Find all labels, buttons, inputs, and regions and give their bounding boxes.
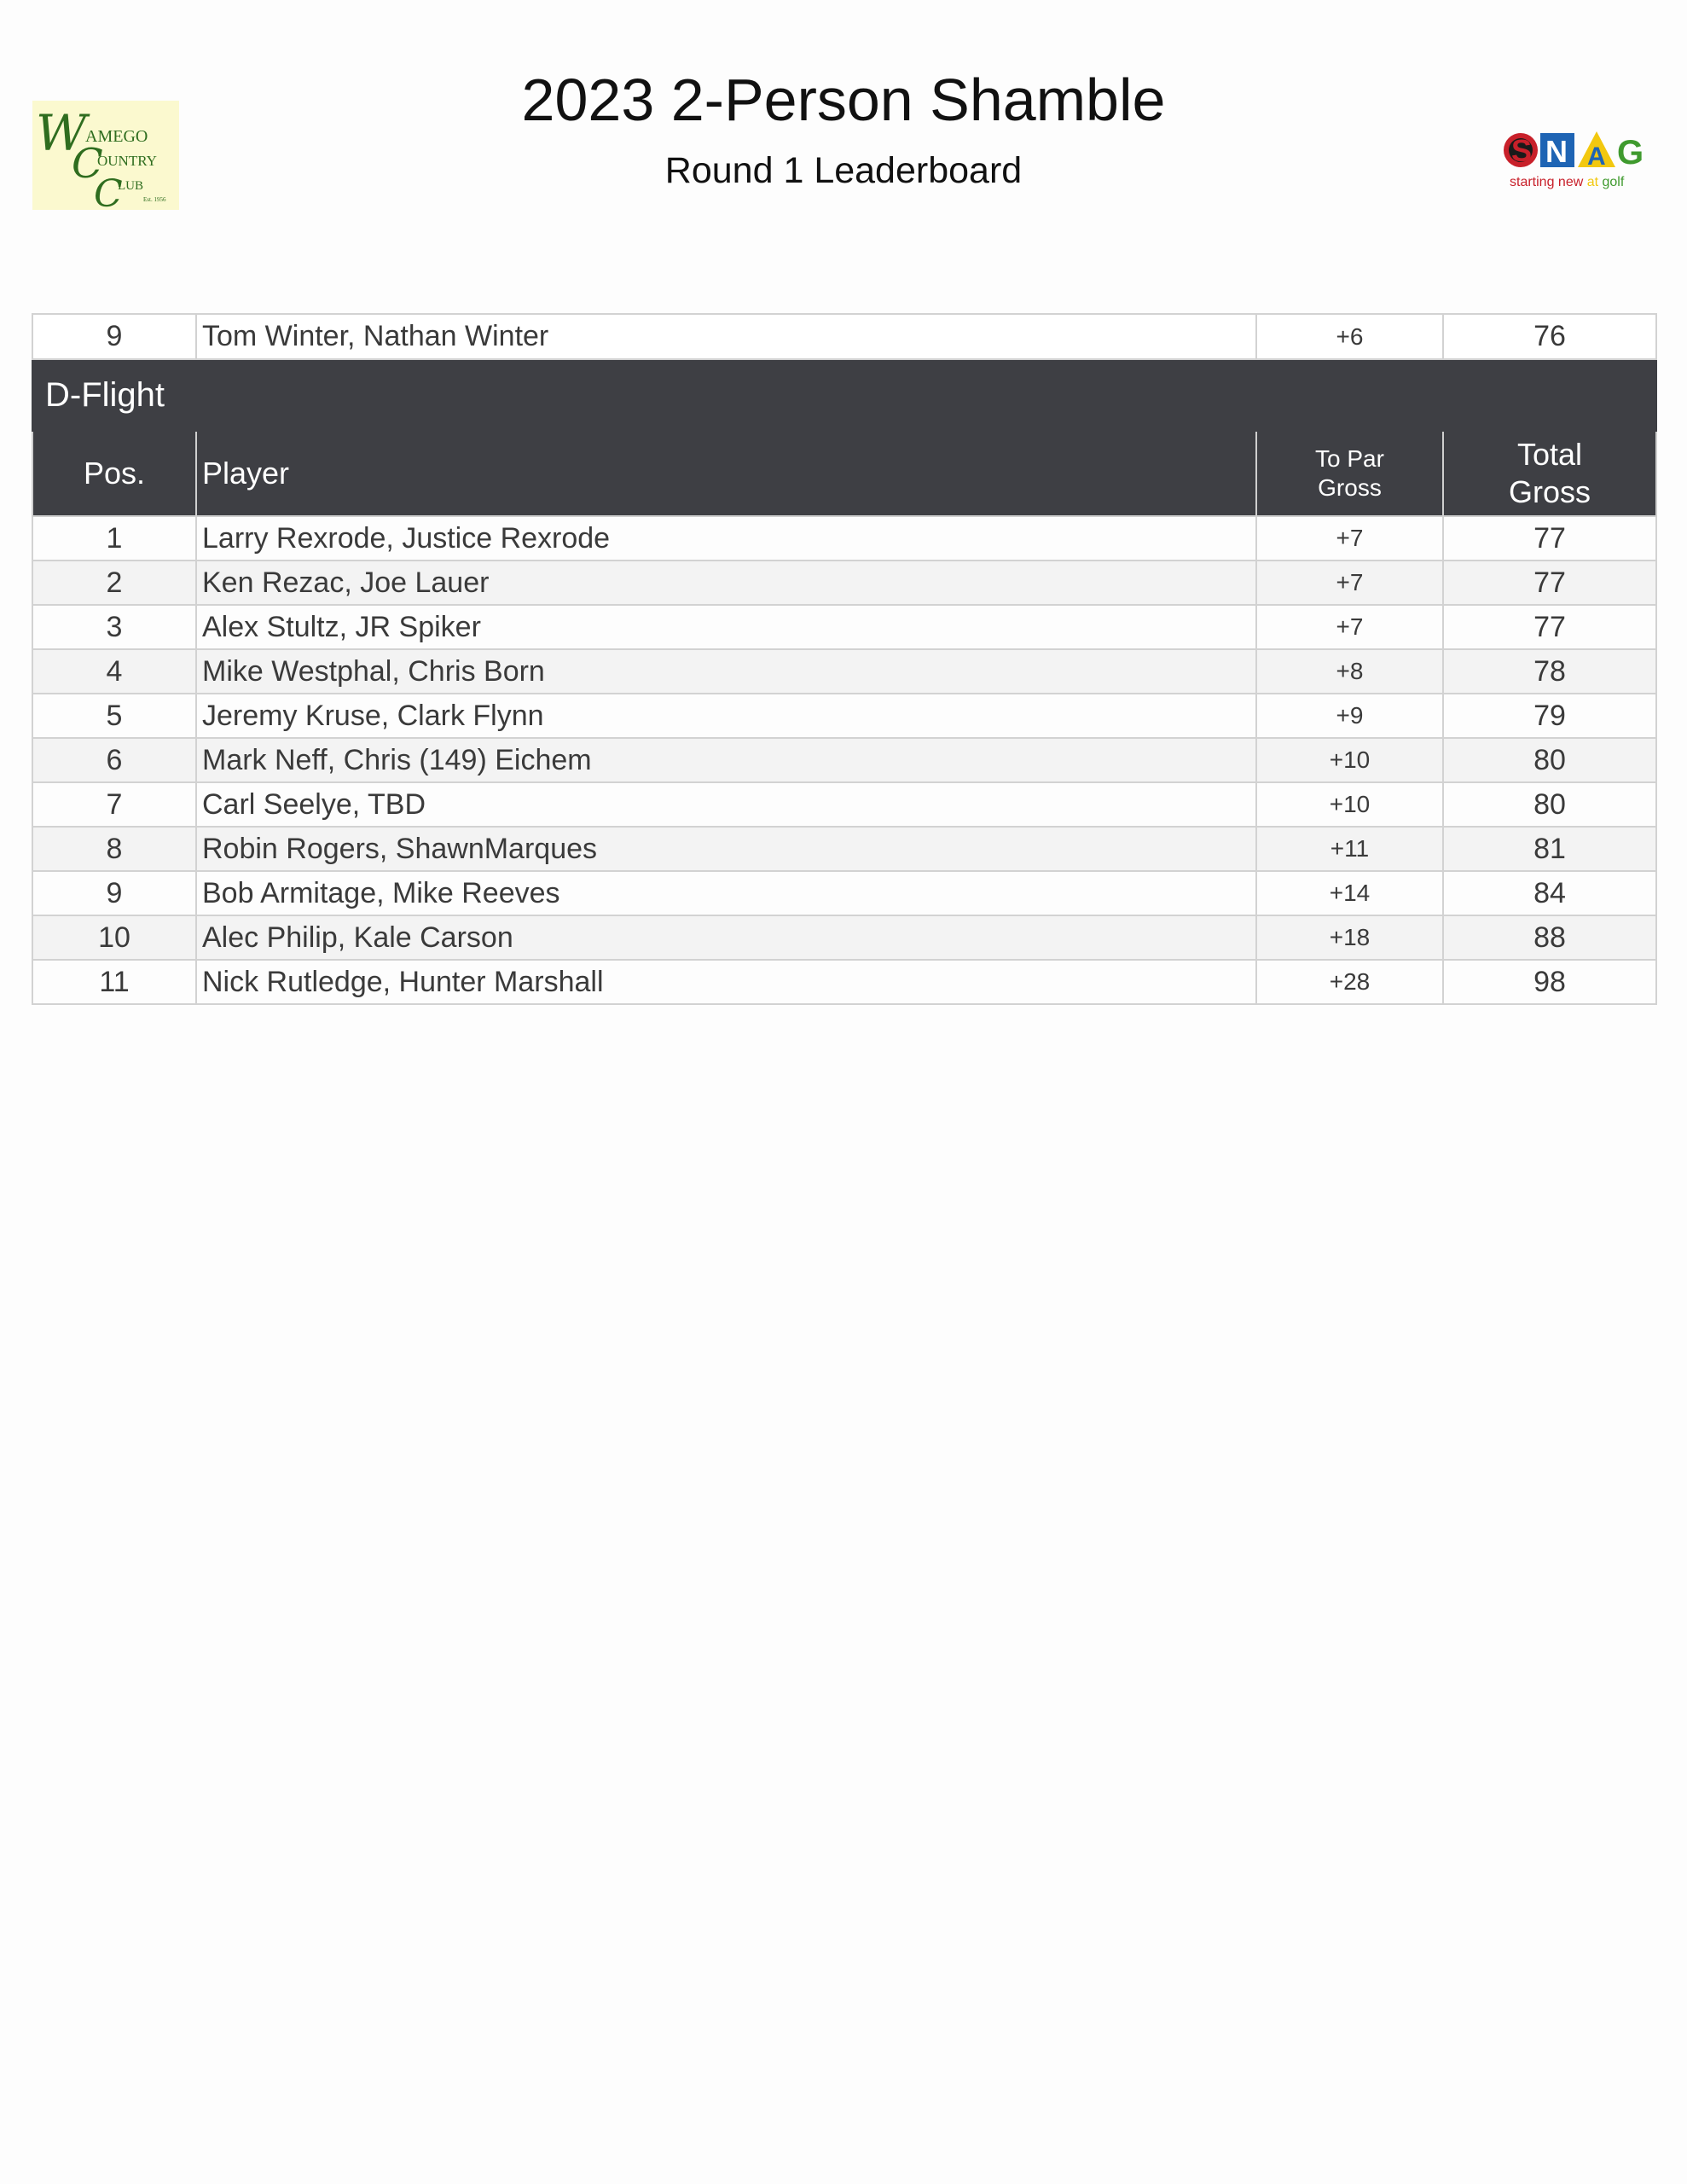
player-cell: Larry Rexrode, Justice Rexrode	[196, 516, 1256, 561]
column-header-to-par-gross	[1256, 431, 1443, 516]
player-cell: Carl Seelye, TBD	[196, 782, 1256, 827]
to-par-cell: +14	[1256, 871, 1443, 915]
logo-word-ountry: OUNTRY	[97, 153, 157, 169]
total-gross-cell: 78	[1443, 649, 1656, 694]
page-header	[0, 0, 1687, 256]
logo-initial-c2: C	[94, 172, 123, 210]
logo-word-lub: LUB	[118, 179, 143, 193]
total-gross-cell: 98	[1443, 960, 1656, 1004]
snag-letter-a: A	[1587, 142, 1606, 171]
total-gross-cell: 80	[1443, 782, 1656, 827]
total-gross-cell: 84	[1443, 871, 1656, 915]
table-row	[32, 694, 1656, 738]
player-cell: Mike Westphal, Chris Born	[196, 649, 1256, 694]
to-par-cell: +18	[1256, 915, 1443, 960]
position-cell: 11	[32, 960, 196, 1004]
player-cell: Tom Winter, Nathan Winter	[196, 314, 1256, 359]
table-row	[32, 871, 1656, 915]
table-row	[32, 915, 1656, 960]
to-par-cell: +8	[1256, 649, 1443, 694]
total-gross-cell: 79	[1443, 694, 1656, 738]
player-cell: Nick Rutledge, Hunter Marshall	[196, 960, 1256, 1004]
to-par-cell: +6	[1256, 314, 1443, 359]
position-cell: 7	[32, 782, 196, 827]
column-header-total-gross	[1443, 431, 1656, 516]
column-header-to-par-line2: Gross	[1318, 474, 1382, 501]
page-title: 2023 2-Person Shamble	[521, 67, 1166, 133]
snag-tagline: starting new at golf	[1510, 175, 1625, 189]
to-par-cell: +10	[1256, 738, 1443, 782]
table-row	[32, 827, 1656, 871]
player-cell: Alex Stultz, JR Spiker	[196, 605, 1256, 649]
to-par-cell: +7	[1256, 605, 1443, 649]
logo-word-amego: AMEGO	[85, 127, 148, 146]
table-row	[32, 782, 1656, 827]
to-par-cell: +11	[1256, 827, 1443, 871]
table-row	[32, 649, 1656, 694]
page-subtitle: Round 1 Leaderboard	[664, 150, 1023, 191]
to-par-cell: +7	[1256, 516, 1443, 561]
player-cell: Ken Rezac, Joe Lauer	[196, 561, 1256, 605]
position-cell: 1	[32, 516, 196, 561]
total-gross-cell: 80	[1443, 738, 1656, 782]
position-cell: 8	[32, 827, 196, 871]
logo-established: Est. 1956	[143, 196, 166, 203]
column-header-total-line1: Total	[1516, 437, 1583, 472]
snag-letter-g: G	[1617, 134, 1644, 171]
position-cell: 2	[32, 561, 196, 605]
column-header-player: Player	[196, 431, 1256, 516]
flight-header-row	[32, 359, 1656, 431]
leaderboard-table	[32, 313, 1657, 1005]
player-cell: Alec Philip, Kale Carson	[196, 915, 1256, 960]
player-cell: Mark Neff, Chris (149) Eichem	[196, 738, 1256, 782]
logo-initial-c1: C	[72, 140, 103, 188]
player-cell: Jeremy Kruse, Clark Flynn	[196, 694, 1256, 738]
position-cell: 9	[32, 871, 196, 915]
snag-logo	[1503, 119, 1661, 196]
logo-initial-w: W	[36, 104, 87, 162]
column-header-total-line2: Gross	[1508, 474, 1591, 509]
column-header-row	[32, 431, 1656, 516]
flight-title: D-Flight	[32, 359, 1656, 431]
column-header-pos: Pos.	[32, 431, 196, 516]
snag-logo-image	[1503, 119, 1661, 196]
to-par-cell: +9	[1256, 694, 1443, 738]
table-row-carryover	[32, 314, 1656, 359]
total-gross-cell: 81	[1443, 827, 1656, 871]
total-gross-cell: 76	[1443, 314, 1656, 359]
to-par-cell: +7	[1256, 561, 1443, 605]
table-row	[32, 516, 1656, 561]
position-cell: 6	[32, 738, 196, 782]
table-row	[32, 561, 1656, 605]
total-gross-cell: 77	[1443, 561, 1656, 605]
position-cell: 10	[32, 915, 196, 960]
position-cell: 9	[32, 314, 196, 359]
to-par-cell: +28	[1256, 960, 1443, 1004]
position-cell: 5	[32, 694, 196, 738]
position-cell: 3	[32, 605, 196, 649]
table-row	[32, 738, 1656, 782]
position-cell: 4	[32, 649, 196, 694]
player-cell: Robin Rogers, ShawnMarques	[196, 827, 1256, 871]
total-gross-cell: 88	[1443, 915, 1656, 960]
table-row	[32, 960, 1656, 1004]
player-cell: Bob Armitage, Mike Reeves	[196, 871, 1256, 915]
total-gross-cell: 77	[1443, 605, 1656, 649]
column-header-to-par-line1: To Par	[1315, 445, 1384, 472]
snag-letter-s: S	[1511, 133, 1533, 168]
snag-letter-n: N	[1545, 134, 1568, 169]
to-par-cell: +10	[1256, 782, 1443, 827]
flight-rows	[32, 516, 1656, 1004]
table-row	[32, 605, 1656, 649]
total-gross-cell: 77	[1443, 516, 1656, 561]
